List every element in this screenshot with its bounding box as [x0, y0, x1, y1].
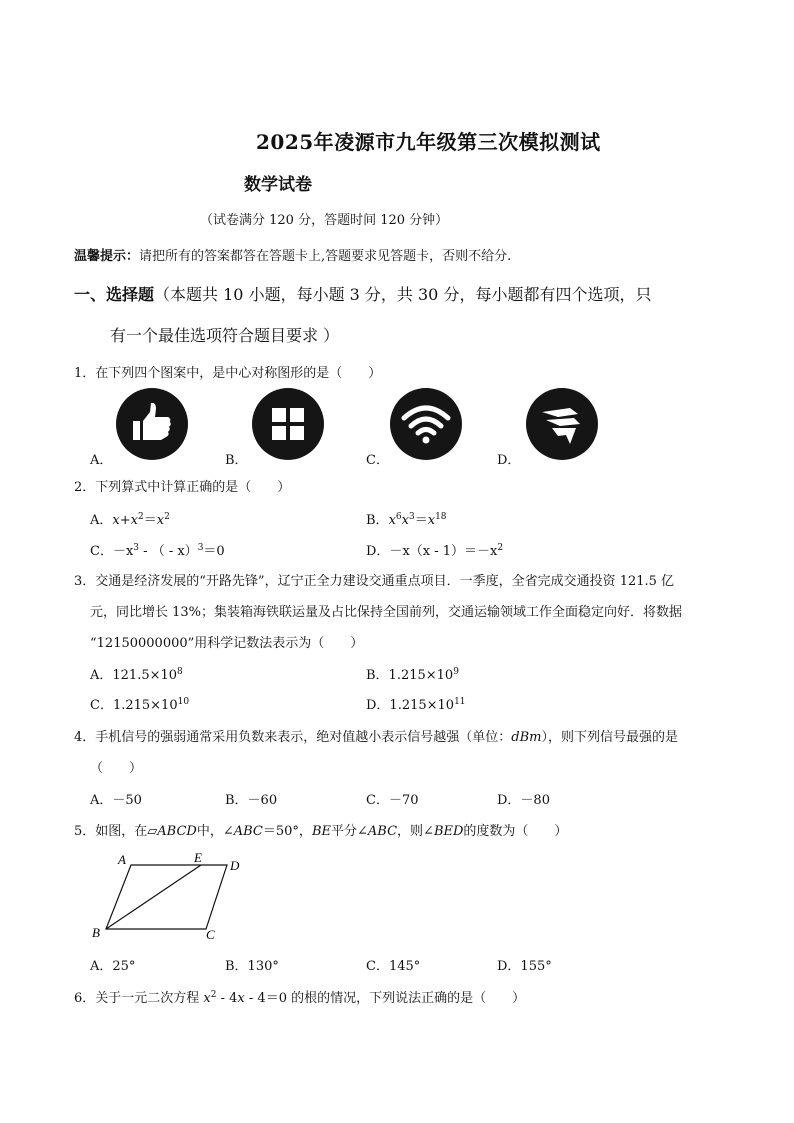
q4-line-1: 4．手机信号的强弱通常采用负数来表示，绝对值越小表示信号越强（单位：dBm），则下列信号最强的是 — [74, 730, 678, 745]
wing-logo-icon — [526, 388, 598, 460]
q4-option-c: C．－70 — [366, 793, 419, 808]
section-number: 一、 — [74, 285, 107, 304]
tip-label: 温馨提示： — [74, 249, 140, 264]
q2-option-c: C．$-x^3$ - （ - x）$^3$＝0 — [90, 543, 225, 559]
q5-stem: 5．如图，在▱ABCD中，∠ABC＝50°，BE平分∠ABC，则∠BED的度数为（ ） — [74, 824, 568, 839]
q2-option-a: A．$x+x^2=x^2$ — [90, 512, 170, 528]
exam-title: 2025年凌源市九年级第三次模拟测试 — [256, 130, 601, 154]
label-d: D — [230, 858, 240, 873]
tip-text: 请把所有的答案都答在答题卡上,答题要求见答题卡，否则不给分. — [139, 249, 512, 264]
parallelogram-figure — [88, 848, 258, 944]
q4-line-2: （ ） — [90, 761, 143, 776]
q3-option-c: C．$1.215\times 10^{10}$ — [90, 697, 190, 713]
q3-option-d: D．$1.215\times 10^{11}$ — [366, 697, 466, 713]
section-name: 选择题 — [106, 285, 155, 304]
q5-option-b: B．130° — [225, 959, 279, 974]
q1-option-b: B． — [225, 453, 248, 468]
q3-option-b: B．$1.215\times 10^9$ — [366, 667, 459, 683]
q4-option-d: D．－80 — [497, 793, 550, 808]
exam-subtitle: 数学试卷 — [244, 175, 312, 195]
four-squares-icon — [252, 388, 324, 460]
q4-option-b: B．－60 — [225, 793, 278, 808]
section-heading — [74, 282, 651, 305]
q1-option-d: D． — [497, 453, 521, 468]
q1-option-a: A． — [90, 453, 113, 468]
q1-stem: 1．在下列四个图案中，是中心对称图形的是（ ） — [74, 366, 382, 381]
q5-option-c: C．145° — [366, 959, 421, 974]
q3-line-2: 元，同比增长 13%；集装箱海铁联运量及占比保持全国前列，交通运输领域工作全面稳定向好．将数据 — [90, 605, 683, 620]
tip-line — [74, 245, 511, 264]
label-e: E — [194, 850, 202, 865]
section-desc-1: （本题共 10 小题，每小题 3 分，共 30 分，每小题都有四个选项，只 — [154, 285, 652, 304]
label-b: B — [92, 925, 100, 940]
thumbs-up-icon — [116, 388, 188, 460]
q2-option-d: D．$-x(x - 1)=-x^2$ — [366, 543, 504, 559]
q6-stem: 6．关于一元二次方程 $x^2 - 4x - 4=0$ 的根的情况，下列说法正确的是（ ） — [74, 990, 526, 1006]
label-c: C — [206, 927, 215, 942]
q2-stem: 2．下列算式中计算正确的是（ ） — [74, 480, 291, 495]
q5-option-d: D．155° — [497, 959, 552, 974]
section-desc-2: 有一个最佳选项符合题目要求 ） — [110, 326, 340, 345]
q3-line-1: 3．交通是经济发展的“开路先锋”，辽宁正全力建设交通重点项目．一季度，全省完成交通投资 121.5 亿 — [74, 574, 675, 589]
q2-option-b: B．$x^6x^3=x^{18}$ — [366, 512, 447, 528]
q4-option-a: A．－50 — [90, 793, 142, 808]
exam-info: （试卷满分 120 分，答题时间 120 分钟） — [200, 213, 449, 228]
q1-option-c: C． — [366, 453, 389, 468]
wifi-icon — [390, 388, 462, 460]
q3-line-3: “12150000000”用科学记数法表示为（ ） — [90, 636, 364, 651]
label-a: A — [118, 852, 126, 867]
q5-option-a: A．25° — [90, 959, 136, 974]
q3-option-a: A．$121.5\times 10^8$ — [90, 667, 183, 683]
